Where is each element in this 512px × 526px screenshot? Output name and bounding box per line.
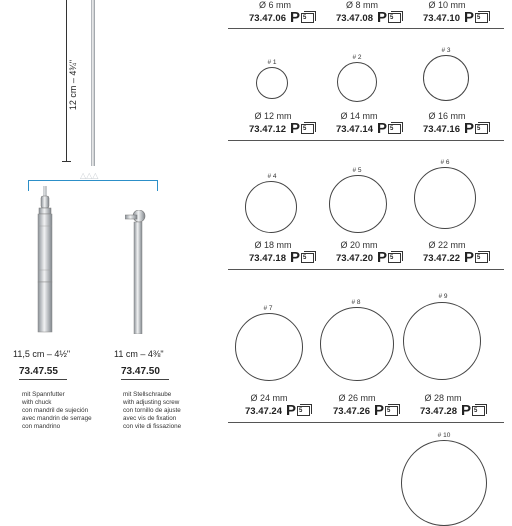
pack-symbol: P [289, 9, 300, 26]
gauge-code-text: 73.47.20 [336, 252, 373, 264]
rod-image [91, 0, 95, 166]
gauge-circle [329, 175, 387, 233]
row-divider [228, 140, 504, 141]
desc-line: con tornillo de ajuste [123, 407, 181, 414]
gauge-number: # 4 [267, 173, 277, 180]
chuck-handle-image [34, 186, 56, 334]
gauge-circle [403, 302, 481, 380]
pack-box-icon: 5 [475, 253, 488, 263]
pack-symbol: P [463, 9, 474, 26]
gauge-code [423, 120, 488, 137]
gauge-code [423, 9, 488, 26]
rod-dimension-tick [62, 161, 71, 162]
desc-line: con vite di fissazione [123, 423, 182, 430]
gauge-code [336, 249, 401, 266]
rod-length-label: 12 cm – 4¾" [68, 59, 79, 111]
gauge-code-text: 73.47.16 [423, 123, 460, 135]
gauge-diameter: Ø 18 mm [254, 240, 292, 250]
desc-line: mit Stellschraube [123, 391, 172, 398]
pack-symbol: P [376, 249, 387, 266]
pack-symbol: P [376, 120, 387, 137]
gauge-circle [235, 313, 303, 381]
handle-2-length: 11 cm – 4⅜" [114, 349, 164, 359]
gauge-circle [414, 167, 476, 229]
gauge-code [333, 402, 398, 419]
gauge-circle [256, 67, 288, 99]
desc-line: with chuck [22, 399, 52, 406]
rod-markers: △△△ [80, 171, 99, 180]
pack-box-icon: 5 [475, 124, 488, 134]
pack-symbol: P [289, 249, 300, 266]
row-divider [228, 28, 504, 29]
pack-box-icon: 5 [388, 253, 401, 263]
gauge-diameter: Ø 10 mm [428, 0, 466, 10]
desc-line: with adjusting screw [123, 399, 180, 406]
gauge-number: # 2 [352, 54, 362, 61]
gauge-code-text: 73.47.10 [423, 12, 460, 24]
gauge-code-text: 73.47.18 [249, 252, 286, 264]
gauge-code-text: 73.47.28 [420, 405, 457, 417]
handle-1-length: 11,5 cm – 4½" [13, 349, 71, 359]
gauge-number: # 8 [351, 299, 361, 306]
gauge-circle [245, 181, 297, 233]
pack-symbol: P [285, 402, 296, 419]
gauge-diameter: Ø 16 mm [428, 111, 466, 121]
gauge-diameter: Ø 20 mm [340, 240, 378, 250]
row-divider [228, 269, 504, 270]
gauge-code [336, 120, 401, 137]
handle-1-description [22, 391, 92, 431]
gauge-circle [320, 307, 394, 381]
gauge-circle [337, 62, 377, 102]
gauge-code [245, 402, 310, 419]
gauge-diameter: Ø 8 mm [345, 0, 378, 10]
gauge-diameter: Ø 28 mm [424, 393, 462, 403]
pack-box-icon: 5 [301, 13, 314, 23]
gauge-code-text: 73.47.24 [245, 405, 282, 417]
pack-box-icon: 5 [472, 406, 485, 416]
gauge-code-text: 73.47.14 [336, 123, 373, 135]
gauge-code-text: 73.47.08 [336, 12, 373, 24]
gauge-code [336, 9, 401, 26]
pack-symbol: P [460, 402, 471, 419]
screw-handle-image [125, 210, 153, 334]
gauge-code [249, 9, 314, 26]
pack-symbol: P [289, 120, 300, 137]
rod-length-label-wrap [58, 30, 88, 140]
gauge-code [423, 249, 488, 266]
handle-2-description [123, 391, 181, 431]
gauge-number: # 9 [438, 293, 448, 300]
pack-box-icon: 5 [297, 406, 310, 416]
gauge-diameter: Ø 22 mm [428, 240, 466, 250]
gauge-number: # 3 [441, 47, 451, 54]
pack-box-icon: 5 [388, 13, 401, 23]
gauge-circle [423, 55, 469, 101]
gauge-number: # 7 [263, 305, 273, 312]
row-divider [228, 422, 504, 423]
desc-line: mit Spannfutter [22, 391, 65, 398]
pack-symbol: P [463, 249, 474, 266]
gauge-number: # 10 [437, 432, 451, 439]
pack-symbol: P [463, 120, 474, 137]
desc-line: avec mandrin de serrage [22, 415, 92, 422]
gauge-number: # 5 [352, 167, 362, 174]
gauge-code-text: 73.47.26 [333, 405, 370, 417]
gauge-code-text: 73.47.06 [249, 12, 286, 24]
gauge-number: # 1 [267, 59, 277, 66]
gauge-code [249, 249, 314, 266]
pack-symbol: P [373, 402, 384, 419]
gauge-code [420, 402, 485, 419]
desc-line: con mandrino [22, 423, 61, 430]
gauge-diameter: Ø 14 mm [340, 111, 378, 121]
gauge-diameter: Ø 6 mm [258, 0, 291, 10]
pack-box-icon: 5 [388, 124, 401, 134]
handle-1-code: 73.47.55 [19, 366, 67, 380]
gauge-diameter: Ø 12 mm [254, 111, 292, 121]
gauge-diameter: Ø 24 mm [250, 393, 288, 403]
pack-box-icon: 5 [475, 13, 488, 23]
gauge-number: # 6 [440, 159, 450, 166]
gauge-diameter: Ø 26 mm [338, 393, 376, 403]
pack-box-icon: 5 [301, 253, 314, 263]
desc-line: avec vis de fixation [123, 415, 177, 422]
desc-line: con mandril de sujeción [22, 407, 89, 414]
pack-box-icon: 5 [385, 406, 398, 416]
gauge-code-text: 73.47.22 [423, 252, 460, 264]
gauge-circle [401, 440, 487, 526]
pack-symbol: P [376, 9, 387, 26]
gauge-code [249, 120, 314, 137]
gauge-code-text: 73.47.12 [249, 123, 286, 135]
handle-2-code: 73.47.50 [121, 366, 169, 380]
pack-box-icon: 5 [301, 124, 314, 134]
